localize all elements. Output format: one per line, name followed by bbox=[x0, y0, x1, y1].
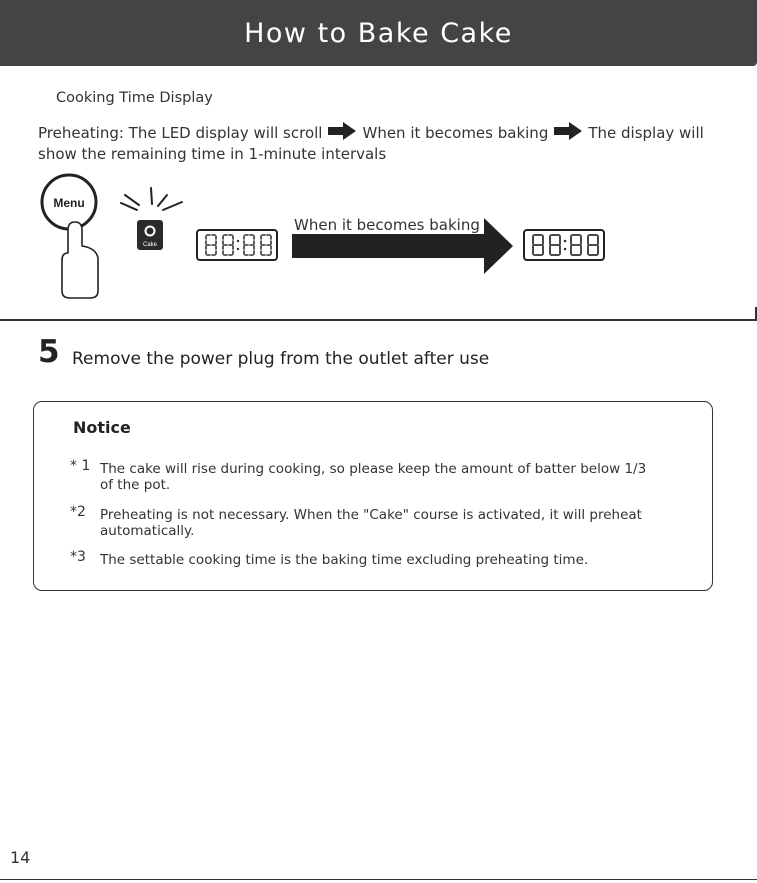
led-display-scrolling bbox=[197, 230, 277, 260]
notice-item-mark: *3 bbox=[70, 549, 86, 565]
cake-button-icon bbox=[137, 220, 163, 250]
cake-button-label: Cake bbox=[142, 242, 158, 248]
step-number: 5 bbox=[38, 334, 60, 370]
arrow-right-icon bbox=[328, 122, 356, 140]
led-display-baking bbox=[524, 230, 604, 260]
menu-button-label: Menu bbox=[53, 196, 85, 210]
menu-button-icon bbox=[42, 175, 96, 229]
section-divider bbox=[0, 319, 757, 321]
notice-box bbox=[33, 401, 713, 591]
notice-item-text: The cake will rise during cooking, so please keep the amount of batter below 1/3 of the pot. bbox=[100, 461, 647, 493]
description-part-3: The display will show the remaining time in 1-minute intervals bbox=[38, 124, 704, 163]
cooking-time-description bbox=[38, 122, 738, 165]
page-number: 14 bbox=[10, 848, 31, 867]
notice-item-mark: * 1 bbox=[70, 458, 91, 474]
arrow-label: When it becomes baking bbox=[294, 216, 480, 234]
notice-title: Notice bbox=[73, 418, 131, 437]
bottom-rule bbox=[0, 879, 757, 880]
description-part-2: When it becomes baking bbox=[362, 124, 549, 142]
notice-item-text: The settable cooking time is the baking time excluding preheating time. bbox=[100, 552, 589, 568]
flash-lines-icon bbox=[121, 188, 182, 210]
page-header bbox=[0, 0, 757, 66]
page-title: How to Bake Cake bbox=[244, 17, 513, 49]
step-text: Remove the power plug from the outlet after use bbox=[72, 349, 490, 369]
cooking-time-illustration bbox=[0, 168, 757, 318]
pointing-hand-icon bbox=[62, 222, 98, 298]
notice-item-mark: *2 bbox=[70, 504, 86, 520]
description-part-1: Preheating: The LED display will scroll bbox=[38, 124, 323, 142]
arrow-right-icon bbox=[554, 122, 582, 140]
cooking-time-subtitle: Cooking Time Display bbox=[56, 90, 213, 106]
notice-item-text: Preheating is not necessary. When the "Cake" course is activated, it will preheat automatically. bbox=[100, 507, 642, 539]
